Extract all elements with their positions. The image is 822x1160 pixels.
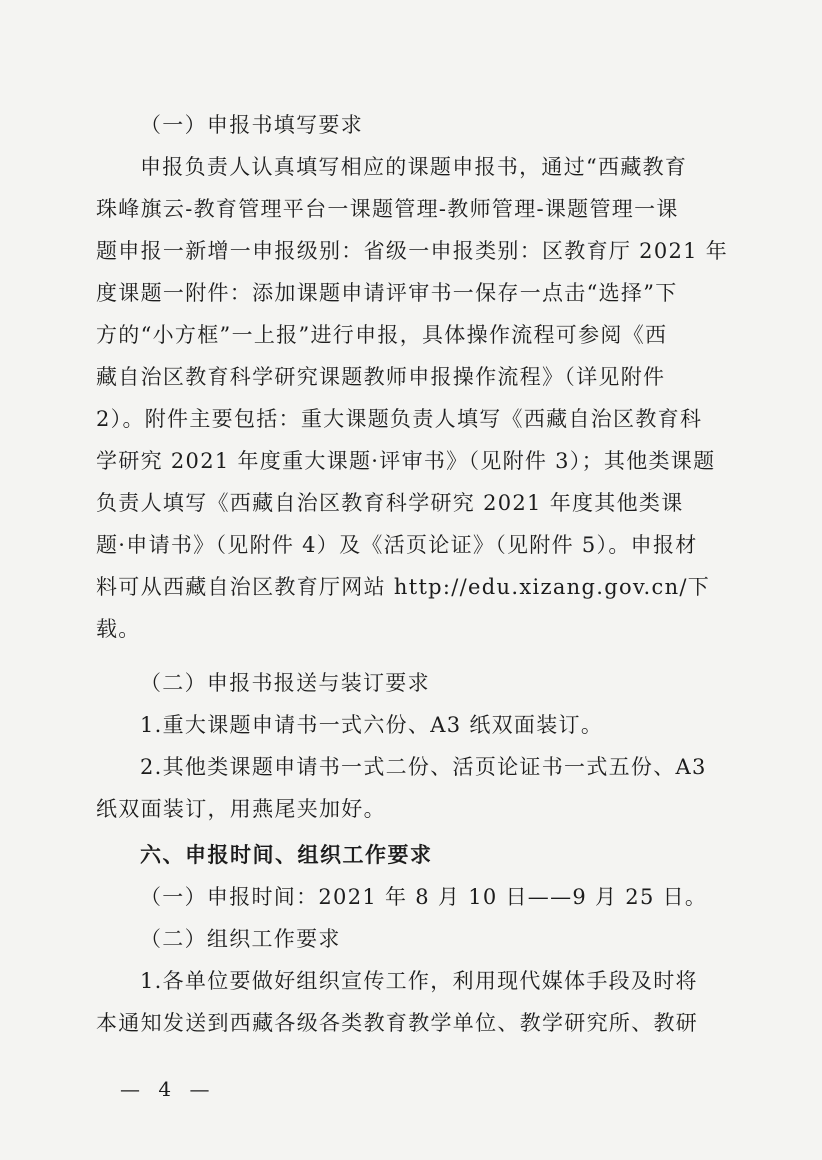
org-item-1-line: 1.各单位要做好组织宣传工作，利用现代媒体手段及时将 bbox=[140, 969, 698, 993]
paragraph-line: 方的“小方框”一上报”进行申报，具体操作流程可参阅《西 bbox=[96, 323, 668, 347]
section-1-title: （一）申报书填写要求 bbox=[140, 113, 363, 137]
paragraph-line: 负责人填写《西藏自治区教育科学研究 2021 年度其他类课 bbox=[96, 491, 684, 515]
paragraph-line: 学研究 2021 年度重大课题·评审书》（见附件 3）；其他类课题 bbox=[96, 449, 716, 473]
paragraph-line: 申报负责人认真填写相应的课题申报书，通过“西藏教育 bbox=[140, 155, 688, 179]
time-line: （一）申报时间：2021 年 8 月 10 日——9 月 25 日。 bbox=[140, 885, 708, 909]
paragraph-line: 载。 bbox=[96, 617, 141, 641]
page-number: — 4 — bbox=[120, 1077, 216, 1101]
item-1: 1.重大课题申请书一式六份、A3 纸双面装订。 bbox=[140, 713, 604, 737]
section-2-title: （二）申报书报送与装订要求 bbox=[140, 671, 430, 695]
paragraph-line: 度课题一附件：添加课题申请评审书一保存一点击“选择”下 bbox=[96, 281, 678, 305]
section-6-title: 六、申报时间、组织工作要求 bbox=[140, 843, 433, 867]
item-2-line: 2.其他类课题申请书一式二份、活页论证书一式五份、A3 bbox=[140, 755, 707, 779]
org-item-1-line: 本通知发送到西藏各级各类教育教学单位、教学研究所、教研 bbox=[96, 1011, 699, 1035]
paragraph-line: 题·申请书》（见附件 4）及《活页论证》（见附件 5）。申报材 bbox=[96, 533, 698, 557]
paragraph-line: 2）。附件主要包括：重大课题负责人填写《西藏自治区教育科 bbox=[96, 407, 703, 431]
paragraph-line: 藏自治区教育科学研究课题教师申报操作流程》（详见附件 bbox=[96, 365, 666, 389]
item-2-line: 纸双面装订，用燕尾夹加好。 bbox=[96, 797, 386, 821]
paragraph-line: 料可从西藏自治区教育厅网站 http://edu.xizang.gov.cn/下 bbox=[96, 575, 711, 599]
paragraph-line: 珠峰旗云-教育管理平台一课题管理-教师管理-课题管理一课 bbox=[96, 197, 679, 221]
paragraph-line: 题申报一新增一申报级别：省级一申报类别：区教育厅 2021 年 bbox=[96, 239, 729, 263]
org-title: （二）组织工作要求 bbox=[140, 927, 341, 951]
